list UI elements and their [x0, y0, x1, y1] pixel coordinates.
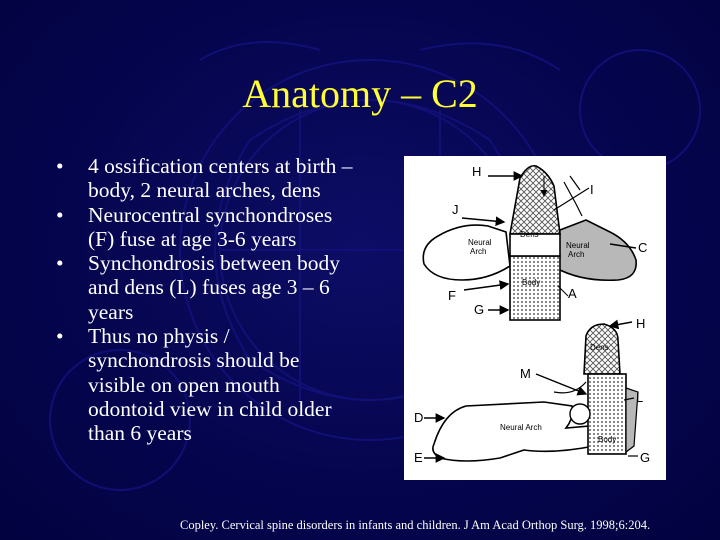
- letter-g-top: G: [474, 302, 485, 317]
- letter-j: J: [452, 202, 459, 217]
- letter-i: I: [590, 182, 594, 197]
- c2-anatomy-figure: [404, 156, 666, 480]
- letter-e: E: [414, 450, 423, 465]
- bullet-text: Neurocentral synchondroses (F) fuse at age 3-6 years: [88, 202, 333, 251]
- bullet-text: 4 ossification centers at birth – body, 2 neural arches, dens: [88, 154, 353, 203]
- body-shape: [510, 256, 560, 320]
- letter-l: L: [636, 390, 644, 405]
- label-neural-arch-side: Neural Arch: [500, 423, 542, 432]
- bullet-marker: •: [56, 154, 64, 178]
- bullet-list: [56, 154, 356, 446]
- label-right-arch-line2: Arch: [568, 250, 585, 259]
- label-dens-side: Dens: [590, 343, 609, 352]
- slide-title: Anatomy – C2: [242, 71, 478, 116]
- label-dens-top: Dens: [520, 230, 539, 239]
- bullet-marker: •: [56, 202, 64, 227]
- label-left-arch-line1: Neural: [468, 238, 492, 247]
- letter-h-side: H: [636, 316, 646, 331]
- citation: Copley. Cervical spine disorders in infants and children. J Am Acad Orthop Surg. 1998;6:204.: [180, 518, 651, 532]
- bullet-item: [56, 154, 356, 203]
- label-right-arch-line1: Neural: [566, 241, 590, 250]
- letter-d: D: [414, 410, 424, 425]
- label-body-side: Body: [598, 435, 617, 444]
- bullet-text: Thus no physis / synchondrosis should be visible on open mouth odontoid view in child older than 6 years: [88, 324, 332, 446]
- label-body-top: Body: [522, 278, 541, 287]
- letter-a: A: [568, 286, 577, 301]
- bullet-item: [56, 251, 356, 324]
- left-neural-arch-shape: [423, 225, 510, 280]
- label-left-arch-line2: Arch: [470, 247, 487, 256]
- letter-m: M: [520, 366, 531, 381]
- bullet-item: [56, 203, 356, 252]
- side-view-diagram: [414, 316, 650, 465]
- top-view-diagram: [423, 164, 647, 320]
- letter-g-side: G: [640, 450, 651, 465]
- bullet-marker: •: [56, 251, 64, 276]
- bullet-marker: •: [56, 324, 64, 349]
- letter-f: F: [448, 288, 456, 303]
- bullet-item: [56, 324, 356, 445]
- letter-h-top: H: [472, 164, 482, 179]
- letter-c: C: [638, 240, 648, 255]
- bullet-text: Synchondrosis between body and dens (L) fuses age 3 – 6 years: [88, 251, 340, 324]
